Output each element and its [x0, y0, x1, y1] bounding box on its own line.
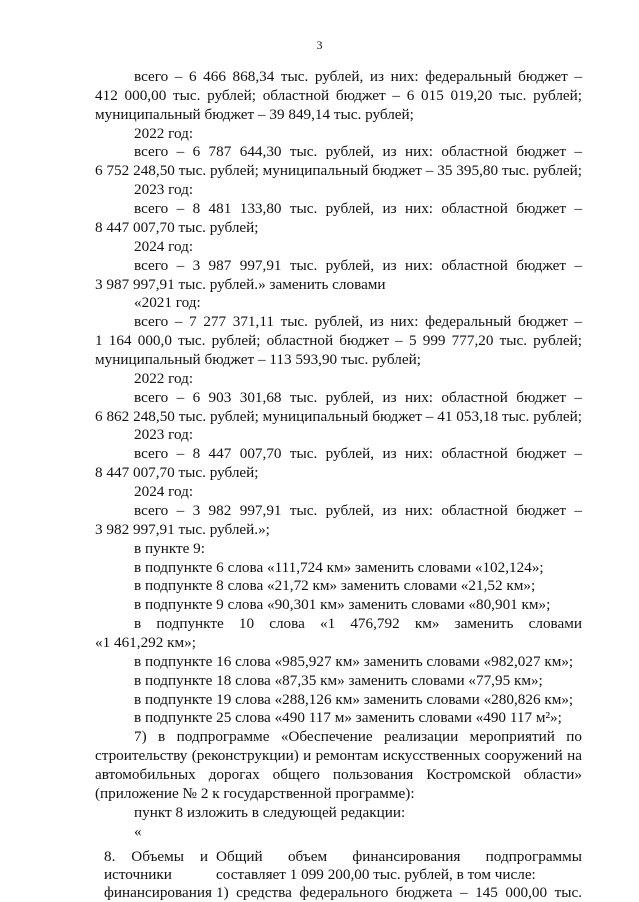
text-line: всего – 3 987 997,91 тыс. рублей, из них: областной бюджет –: [134, 257, 582, 274]
text-line: в подпункте 6 слова «111,724 км» заменить словами «102,124»;: [134, 559, 544, 576]
text-line: 7) в подпрограмме «Обеспечение реализации мероприятий по: [134, 728, 582, 745]
text-line: всего – 7 277 371,11 тыс. рублей, из них: федеральный бюджет –: [134, 313, 582, 330]
table-label-cell: источники: [104, 866, 172, 883]
text-line: 3 987 997,91 тыс. рублей.» заменить словами: [95, 276, 386, 293]
table-label-cell: финансирования: [104, 884, 212, 901]
text-line: строительству (реконструкции) и ремонтам искусственных сооружений на: [95, 747, 582, 764]
text-line: в подпункте 25 слова «490 117 м» заменить словами «490 117 м²»;: [134, 709, 562, 726]
text-line: 3 982 997,91 тыс. рублей.»;: [95, 521, 270, 538]
text-line: 2024 год:: [134, 483, 194, 500]
table-value-cell: 1) средства федерального бюджета – 145 000,00 тыс.: [216, 884, 582, 901]
text-line: 8 447 007,70 тыс. рублей;: [95, 464, 259, 481]
text-line: «2021 год:: [134, 294, 201, 311]
text-line: всего – 6 903 301,68 тыс. рублей, из них: областной бюджет –: [134, 389, 582, 406]
text-line: «: [134, 823, 142, 840]
text-line: в подпункте 10 слова «1 476,792 км» заменить словами: [134, 615, 582, 632]
text-line: (приложение № 2 к государственной программе):: [95, 785, 415, 802]
text-line: в подпункте 16 слова «985,927 км» заменить словами «982,027 км»;: [134, 653, 574, 670]
table-value-cell: составляет 1 099 200,00 тыс. рублей, в том числе:: [216, 866, 536, 883]
text-line: муниципальный бюджет – 39 849,14 тыс. рублей;: [95, 106, 414, 123]
text-line: 2023 год:: [134, 181, 194, 198]
text-line: 1 164 000,0 тыс. рублей; областной бюджет – 5 999 777,20 тыс. рублей;: [95, 332, 582, 349]
text-line: 2022 год:: [134, 370, 194, 387]
text-line: 2022 год:: [134, 125, 194, 142]
text-line: всего – 6 466 868,34 тыс. рублей, из них: федеральный бюджет –: [134, 68, 582, 85]
text-line: всего – 8 447 007,70 тыс. рублей, из них: областной бюджет –: [134, 445, 582, 462]
text-line: пункт 8 изложить в следующей редакции:: [134, 804, 406, 821]
text-line: всего – 6 787 644,30 тыс. рублей, из них: областной бюджет –: [134, 143, 582, 160]
text-line: в подпункте 18 слова «87,35 км» заменить словами «77,95 км»;: [134, 672, 543, 689]
text-line: 6 752 248,50 тыс. рублей; муниципальный бюджет – 35 395,80 тыс. рублей;: [95, 162, 582, 179]
text-line: в подпункте 19 слова «288,126 км» заменить словами «280,826 км»;: [134, 691, 574, 708]
text-line: в подпункте 9 слова «90,301 км» заменить словами «80,901 км»;: [134, 596, 551, 613]
text-line: 6 862 248,50 тыс. рублей; муниципальный бюджет – 41 053,18 тыс. рублей;: [95, 408, 582, 425]
text-line: всего – 8 481 133,80 тыс. рублей, из них: областной бюджет –: [134, 200, 582, 217]
text-line: в подпункте 8 слова «21,72 км» заменить словами «21,52 км»;: [134, 577, 536, 594]
text-line: муниципальный бюджет – 113 593,90 тыс. рублей;: [95, 351, 421, 368]
text-line: всего – 3 982 997,91 тыс. рублей, из них: областной бюджет –: [134, 502, 582, 519]
text-line: автомобильных дорогах общего пользования Костромской области»: [95, 766, 582, 783]
text-line: в пункте 9:: [134, 540, 205, 557]
text-line: 2024 год:: [134, 238, 194, 255]
text-line: 8 447 007,70 тыс. рублей;: [95, 219, 259, 236]
page-number: 3: [316, 38, 323, 52]
table-label-cell: 8. Объемы и: [104, 848, 208, 865]
text-line: 412 000,00 тыс. рублей; областной бюджет – 6 015 019,20 тыс. рублей;: [95, 87, 582, 104]
table-value-cell: Общий объем финансирования подпрограммы: [216, 848, 582, 865]
text-line: 2023 год:: [134, 426, 194, 443]
text-line: «1 461,292 км»;: [95, 634, 196, 651]
